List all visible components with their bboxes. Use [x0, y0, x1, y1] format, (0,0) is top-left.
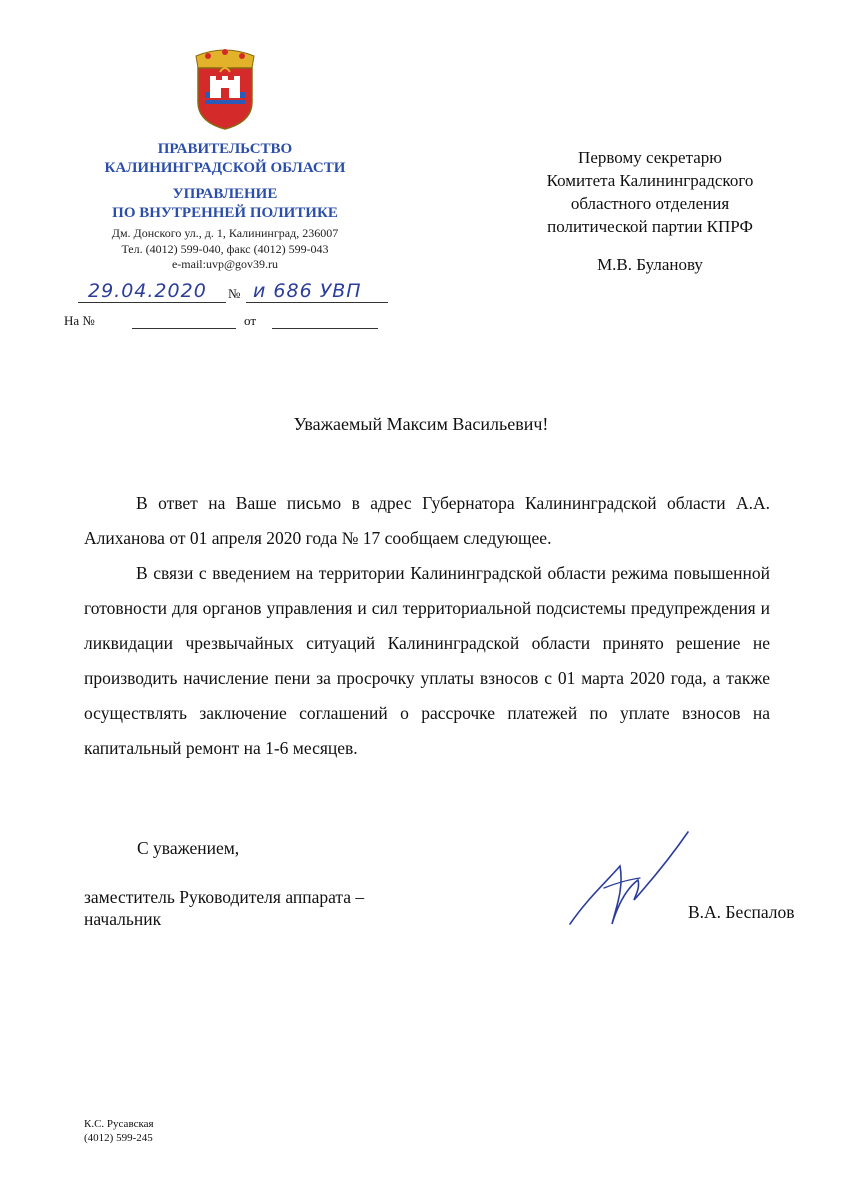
- letterhead-government: ПРАВИТЕЛЬСТВО: [157, 141, 293, 157]
- addressee-line-2: Комитета Калининградского: [546, 171, 754, 190]
- outgoing-date: 29.04.2020: [88, 280, 207, 302]
- body-paragraph-1: В ответ на Ваше письмо в адрес Губернатора Калининградской области А.А. Алиханова от 01 апреля 2020 года № 17 сообщаем следующее.: [84, 493, 770, 548]
- signer-name: В.А. Беспалов: [688, 902, 795, 922]
- addressee-line-1: Первому секретарю: [578, 148, 722, 167]
- incoming-date-label: от: [244, 313, 257, 328]
- letter-body: [84, 486, 770, 766]
- handwritten-signature: [560, 828, 700, 936]
- addressee-name: М.В. Буланову: [597, 255, 703, 274]
- outgoing-number-sign: №: [228, 286, 241, 301]
- closing: С уважением,: [137, 838, 240, 858]
- outgoing-number: и 686 УВП: [253, 280, 362, 302]
- letterhead-contacts: [55, 226, 395, 273]
- executor-name: К.С. Русавская: [84, 1118, 154, 1130]
- outgoing-registration: [78, 280, 398, 304]
- letterhead-org: [55, 140, 395, 223]
- greeting: Уважаемый Максим Васильевич!: [293, 414, 549, 434]
- body-paragraph-2: В связи с введением на территории Калининградской области режима повышенной готовности для органов управления и сил территориальной подсистемы предупреждения и ликвидации чрезвычайных ситуаций Калининградской области принято решение не производить начисление пени за просрочку уплаты взносов с 01 марта 2020 года, а также осуществлять заключение соглашений о рассрочке платежей по уплате взносов на капитальный ремонт на 1-6 месяцев.: [84, 563, 770, 758]
- executor-phone: (4012) 599-245: [84, 1132, 153, 1144]
- letterhead-department-1: УПРАВЛЕНИЕ: [172, 186, 278, 202]
- letterhead-region: КАЛИНИНГРАДСКОЙ ОБЛАСТИ: [104, 160, 346, 176]
- signatory-position: [84, 886, 364, 930]
- letterhead-email: e-mail:uvp@gov39.ru: [171, 257, 279, 271]
- position-line-2: начальник: [84, 909, 162, 929]
- addressee-line-3: областного отделения: [570, 194, 730, 213]
- incoming-reference: [64, 313, 394, 331]
- executor-info: [84, 1117, 154, 1145]
- addressee-block: [470, 146, 830, 276]
- letterhead-address: Дм. Донского ул., д. 1, Калининград, 236007: [111, 226, 339, 240]
- addressee-line-4: политической партии КПРФ: [547, 217, 753, 236]
- coat-of-arms-emblem: [190, 46, 260, 130]
- letterhead-phone-fax: Тел. (4012) 599-040, факс (4012) 599-043: [121, 241, 329, 256]
- position-line-1: заместитель Руководителя аппарата –: [84, 887, 365, 907]
- letterhead-department-2: ПО ВНУТРЕННЕЙ ПОЛИТИКЕ: [112, 205, 338, 221]
- incoming-number-label: На №: [64, 313, 95, 328]
